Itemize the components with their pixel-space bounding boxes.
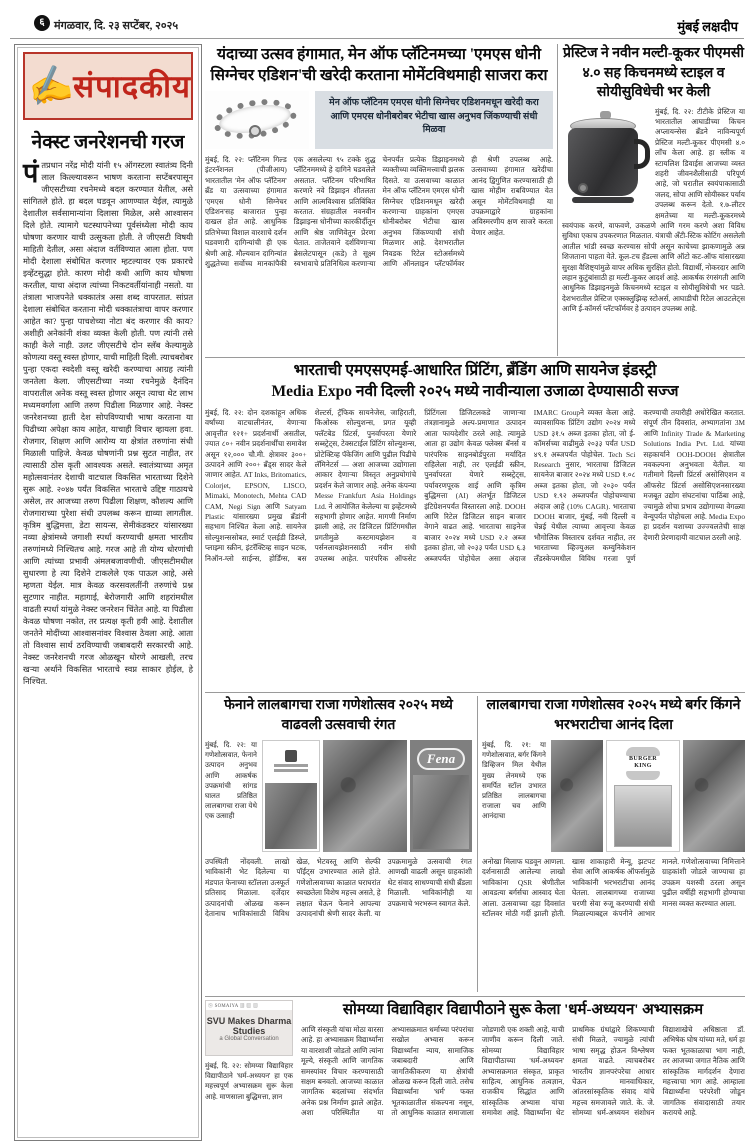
header-divider — [10, 38, 744, 39]
article-prestige-cooker — [562, 44, 745, 356]
edition-date: मंगळवार, दि. २३ सप्टेंबर, २०२५ — [54, 20, 179, 32]
fena-body: उपस्थिती नोंदवली. लाखो भाविकांनी भेट दिलेल्या या मंडपात फेनाच्या स्टॉलला उत्स्फूर्त प्रतिसाद मिळाला. दर्जेदार उत्पादनांची ओळख करून देतानाच भाविकांसाठी विविध खेळ, भेटवस्तू आणि सेल्फी पॉईंट्स उभारण्यात आले होते. गणेशोत्सवाच्या काळात घराघरांत स्वच्छतेला विशेष महत्त्व असते, हे लक्षात घेऊन फेनाने आपल्या उत्पादनांची श्रेणी सादर केली. या उपक्रमामुळे उत्सवाची रंगत आणखी वाढली असून ग्राहकांशी थेट संवाद साधण्याची संधी ब्रँडला मिळाली. भाविकांनीही या उपक्रमाचे भरभरून स्वागत केले. — [205, 857, 472, 919]
burger-king-body: अनोखा मिलाफ घडवून आणला. दर्शनासाठी आलेल्या लाखो भाविकांना QSR श्रेणीतील आवडत्या बर्गर्सचा आस्वाद घेता आला. उत्सवाच्या दहा दिवसांत स्टॉलवर मोठी गर्दी झाली होती. खास शाकाहारी मेन्यू, झटपट सेवा आणि आकर्षक ऑफर्समुळे भाविकांनी भरभराटीचा आनंद घेतला. लालबागच्या राजाच्या चरणी सेवा रुजू करण्याची संधी मिळाल्याबद्दल कंपनीने आभार मानले. गणेशोत्सवाच्या निमित्ताने ग्राहकांशी जोडले जाण्याचा हा उपक्रम यशस्वी ठरला असून पुढील वर्षीही सहभागी होण्याचा मानस व्यक्त करण्यात आला. — [482, 857, 745, 919]
article-burger-king — [482, 696, 745, 994]
editorial-column — [14, 44, 202, 1141]
fena-brand-panel — [410, 740, 472, 852]
fena-stall-photo — [413, 775, 469, 849]
somaiya-body: आणि संस्कृती यांचा मोठा वारसा आहे. हा अभ्यासक्रम विद्यार्थ्यांना या वारशाशी जोडतो आणि त्यांना मूल्ये, संस्कृती आणि जागतिक समस्यांवर विचार करण्यासाठी सक्षम बनवतो. आजच्या काळात जागतिक बदलांच्या संदर्भात अनेक प्रश्न निर्माण झाले आहेत. अशा परिस्थितीत या अभ्यासक्रमात धर्माच्या परंपरांचा सखोल अभ्यास करून विद्यार्थ्यांना न्याय, सामाजिक जबाबदारी आणि जागतिकीकरण या क्षेत्रांची ओळख करून दिली जाते. तसेच विद्यार्थ्यांना 'धर्म' फक्त भूतकाळातील संकल्पना नसून, तो आधुनिक काळात समाजाला जोडणारी एक शक्ती आहे, याची जाणीव करून दिली जाते. सोमय्या विद्याविहार विद्यापीठाच्या 'धर्म-अध्ययन' अभ्यासक्रमात संस्कृत, प्राकृत साहित्य, आधुनिक तत्वज्ञान, राजकीय सिद्धांत आणि सांस्कृतिक अभ्यास यांचा समावेश आहे. विद्यार्थ्यांना थेट प्राथमिक ग्रंथांद्वारे शिकण्याची संधी मिळते, ज्यामुळे त्यांची भाषा समृद्ध होऊन विश्लेषण क्षमता वाढते. त्याचबरोबर भारतीय ज्ञानपरंपरेचा आधार घेऊन मानवाधिकार, आंतरसांस्कृतिक संवाद यांचे महत्त्व समजावले जाते. के. जे. सोमय्या धर्म-अध्ययन संशोधन विद्याशाखेचे अधिष्ठाता डॉ. अभिषेक घोष यांच्या मते, धर्म हा फक्त भूतकाळाचा भाग नाही, तर आजच्या जगात नैतिक आणि सांस्कृतिक मार्गदर्शन देणारा महत्त्वाचा भाग आहे. आम्हाला विद्यार्थ्यांना परंपरेशी जोडून जागतिक संवादासाठी तयार करायचे आहे. — [301, 1025, 745, 1118]
article-media-expo — [205, 360, 745, 690]
burger-bun-top-icon — [626, 747, 660, 756]
page-number-badge: ६ — [34, 15, 50, 31]
article-somaiya-dharma — [205, 1000, 745, 1146]
prestige-body — [562, 107, 745, 347]
dhoni-body: मुंबई, दि. २२: प्लॅटिनम गिल्ड इंटरनॅशनल (पीजीआय) भारतातील 'मेन ऑफ प्लॅटिनम' ब्रँड या उत्सवाच्या हंगामात 'एमएस धोनी सिग्नेचर एडिशन'सह बाजारात पुन्हा दाखल होत आहे. आधुनिक प्रतिभेच्या विशाल वारशाचे दर्शन घडवणारी दागिन्यांची ही एक श्रेणी आहे. मौल्यवान दागिन्यांत शुद्धतेच्या सर्वोच्च मानकांपैकी एक असलेल्या ९५ टक्के शुद्ध प्लॅटिनममध्ये हे दागिने घडवलेले असतात. प्लॅटिनम परिभाषित करणारे नवे डिझाइन शीतलता आणि आत्मविश्वास प्रतिबिंबित करतात. संग्रहातील नवनवीन डिझाइन्स धोनीच्या कारकीर्दीतून आणि श्रेष्ठ जाणिवेतून प्रेरणा घेतात. ताजेतवाने दर्शविणाऱ्या ब्रेसलेटपासून (कडे) ते सूक्ष्म स्वभावाचे प्रतिनिधित्व करणाऱ्या चेनपर्यंत प्रत्येक डिझाइनमध्ये व्यक्तीच्या व्यक्तिमत्त्वाची झलक दिसते. या उत्सवाच्या काळात मेन ऑफ प्लॅटिनम एमएस धोनी सिग्नेचर एडिशनमधून खरेदी करणाऱ्या ग्राहकांना एमएस धोनीबरोबर भेटीचा खास अनुभव जिंकण्याची संधी मिळणार आहे. देशभरातील निवडक रिटेल स्टोअर्समध्ये आणि ऑनलाइन प्लॅटफॉर्मवर ही श्रेणी उपलब्ध आहे. उत्सवाच्या हंगामात खरेदीचा आनंद द्विगुणित करण्यासाठी ही खास मोहीम राबविण्यात येत असून मोमेंटविथमाही या उपक्रमाद्वारे ग्राहकांना अविस्मरणीय क्षण साजरे करता येणार आहेत. — [205, 155, 553, 269]
bk-logo-word2: KING — [634, 763, 652, 769]
editorial-headline: नेक्स्ट जनरेशनची गरज — [31, 132, 185, 153]
bk-framed-poster — [614, 785, 672, 847]
cooker-handle-shape — [634, 139, 650, 169]
svu-announcement-image — [205, 1000, 293, 1056]
fena-sponsor-logo-panel — [262, 740, 320, 852]
somaiya-logo-strip: Ⓢ SOMAIYA ▥ ▥ ▥ — [206, 1001, 292, 1010]
bracelet-clasp-shape — [249, 125, 261, 137]
editorial-dropcap: पं — [23, 158, 39, 188]
section-divider-2 — [205, 692, 745, 693]
somaiya-headline: सोमय्या विद्याविहार विद्यापीठाने सुरू केला 'धर्म-अध्ययन' अभ्यासक्रम — [342, 1002, 704, 1018]
sponsor-logo-icon — [263, 741, 319, 781]
prestige-body-text: मुंबई, दि. २२: टीटीके प्रेस्टिज या भारतातील आघाडीच्या किचन अप्लायन्सेस ब्रँडने नाविन्यपूर्ण प्रेस्टिज मल्टी-कूकर पीएमसी ४.० लाँच केला आहे. हा स्लीक व स्टायलिश डिवाईस आजच्या व्यस्त शहरी जीवनशैलीसाठी परिपूर्ण आहे, जो घरातील स्वयंपाकासाठी जलद, सोपा आणि सोयीस्कर पर्याय उपलब्ध करून देतो. १.७-लीटर क्षमतेच्या या मल्टी-कूकरमध्ये स्वयंपाक करणे, वाफवणे, उकळणे आणि गरम करणे अशा विविध सुविधा एकाच उपकरणात मिळतात. यंत्राची अँटी-स्टिक कोटिंग असलेली आतील भांडी स्वच्छ करण्यास सोपी असून काचेच्या झाकणामुळे अन्न शिजताना पाहता येते. कूल-टच हँडल्स आणि ऑटो कट-ऑफ यांसारख्या सुरक्षा वैशिष्ट्यांमुळे वापर अधिक सुरक्षित होतो. विद्यार्थी, नोकरदार आणि लहान कुटुंबांसाठी हा मल्टी-कूकर आदर्श आहे. आकर्षक रंगसंगती आणि आधुनिक डिझाइनमुळे किचनमध्ये स्टाइल व सोयीसुविधेची भर पडते. देशभरातील प्रेस्टिज एक्स्क्लुझिव्ह स्टोअर्स, आघाडीची रिटेल आउटलेट्स आणि ई-कॉमर्स प्लॅटफॉर्मवर हे उत्पादन उपलब्ध आहे. — [562, 106, 745, 314]
fena-lead-column: मुंबई, दि. २२: या गणेशोत्सवात, फेनाने उत्पादन अनुभव आणि आकर्षक उपक्रमांची सांगड घालत प्रतिष्ठित लालबागचा राजा येथे एक उत्साही — [205, 741, 257, 821]
fena-logo: Fena — [417, 748, 465, 770]
column-divider-bottom — [477, 696, 478, 992]
editorial-masthead-title: संपादकीय — [73, 69, 191, 104]
media-expo-body: मुंबई, दि. २२: दोन दशकांहून अधिक वर्षांच्या वाटचालीनंतर, येणाऱ्या आवृत्तीत १२१+ प्रदर्शनार्थी असतील, ज्यात ८०+ नवीन प्रदर्शनार्थींचा समावेश असून १२,००० चौ.मी. क्षेत्रावर ३००+ उत्पादने आणि २००+ ब्रँड्स सादर केले जाणार आहेत. AT Inks, Britomatics, Colorjet, EPSON, LISCO, Mimaki, Monotech, Mehta CAD CAM, Negi Sign आणि Satyam Plastic यांसारख्या प्रमुख ब्रँडांनी सहभाग निश्चित केला आहे. सायनेज सोल्युशन्ससोबत, स्मार्ट एलईडी डिस्प्ले, प्लाझ्मा स्क्रीन, इंटरॅक्टिव्ह साइन घटक, निऑन-ग्लो साईन्स, होर्डिंग्स, बस शेल्टर्स, ट्रॅफिक सायनेजेस, जाहिराती, किओस्क सोल्युशन्स, प्रगत यूव्ही फ्लॅटबेड प्रिंटर्स, पुनर्वापरता येणारे सब्स्ट्रेट्स, टेक्सटाईल प्रिंटिंग सोल्युशन्स, प्रोटेक्टिव्ह पॅकेजिंग आणि पुढील पिढीचे लॅमिनेटर्स — अशा आजच्या उद्योगाला आकार देणाऱ्या विस्तृत अनुप्रयोगांचे प्रदर्शन केले जाणार आहे. अनेक कंपन्या Messe Frankfurt Asia Holdings Ltd. ने आयोजित केलेल्या या इव्हेंटमध्ये सहभागी होणार आहेत. मागणी निर्माण झाली आहे, तर डिजिटल प्रिंटिंगमधील प्रगतीमुळे कस्टमायझेशन व पर्सनलायझेशनसाठी नवीन संधी उपलब्ध आहेत. पारंपरिक ऑफसेट प्रिंटिंगला डिजिटलकडे जाणाऱ्या तंत्रज्ञानामुळे अल्प-प्रमाणात उत्पादन आता फायदेशीर ठरले आहे. त्यामुळे आता हा उद्योग केवळ फ्लेक्स बॅनर्स व पारंपरिक साइनबोर्डपुरता मर्यादित राहिलेला नाही, तर एलईडी स्क्रीन, पुनर्वापरता येणारे सब्स्ट्रेट्स, पर्यावरणपूरक शाई आणि कृत्रिम बुद्धिमत्ता (AI) अंतर्भूत डिजिटल इंटिग्रेशनपर्यंत विस्तारला आहे. DOOH आणि रिटेल डिजिटल साइन बाजार वेगाने वाढत आहे. भारताचा साइनेज बाजार २०२४ मध्ये USD २.२ अब्ज इतका होता, जो २०३३ पर्यंत USD ६.३ अब्जपर्यंत पोहोचेल असा अंदाज IMARC Groupने व्यक्त केला आहे. व्यावसायिक प्रिंटिंग उद्योग २०२४ मध्ये USD ३१.५ अब्ज इतका होता, जो ई-कॉमर्सच्या वाढीमुळे २०३३ पर्यंत USD ४९.१ अब्जपर्यंत पोहोचेल. Tech Sci Research नुसार, भारताचा डिजिटल सायनेज बाजार २०२४ मध्ये USD १.०८ अब्ज इतका होता, जो २०३० पर्यंत USD १.९२ अब्जपर्यंत पोहोचण्याचा अंदाज आहे (10% CAGR). भारताचा DOOH बाजार, मुंबई, नवी दिल्ली व चेन्नई येथील त्याच्या आवृत्त्या केवळ भौगोलिक विस्तारच दर्शवत नाहीत, तर भारताच्या व्हिज्युअल कम्युनिकेशन लँडस्केपमधील विविध गरजा पूर्ण करण्याची तयारीही अधोरेखित करतात. संपूर्ण तीन दिवसांत, अभ्यागतांना 3M आणि Infinity Trade & Marketing Solutions India Pvt. Ltd. यांच्या सहकार्याने OOH-DOOH क्षेत्रातील नवकल्पना अनुभवता येतील. या गतीमागे दिल्ली प्रिंटर्स असोसिएशन व ऑफसेट प्रिंटर्स असोसिएशनसारख्या मजबूत उद्योग संघटनांचा पाठिंबा आहे, ज्यामुळे शोचा प्रभाव उद्योगाच्या वेगळ्या वेन्यूपर्यंत पोहोचला आहे. Media Expo हा प्रदर्शन यशाच्या उज्ज्वलतेची साक्ष देणारी प्रेरणादायी वाटचाल ठरली आहे. — [205, 408, 745, 563]
media-expo-headline-line1: भारताची एमएसएमई-आधारित प्रिंटिंग, ब्रँडिंग आणि सायनेज इंडस्ट्री — [293, 362, 657, 379]
dhoni-offer-box: मेन ऑफ प्लॅटिनम एमएस धोनी सिग्नेचर एडिशनमधून खरेदी करा आणि एमएस धोनीबरोबर भेटीचा खास अनुभव जिंकण्याची संधी मिळवा — [315, 91, 553, 149]
article-dhoni-platinum — [205, 44, 553, 356]
burger-king-headline: लालबागचा राजा गणेशोत्सव २०२५ मध्ये बर्गर किंगने भरभराटीचा आनंद दिला — [486, 698, 741, 733]
dhoni-headline: यंदाच्या उत्सव हंगामात, मेन ऑफ प्लॅटिनमच्या 'एमएस धोनी सिग्नेचर एडिशन'ची खरेदी करताना मोमेंटविथमाही साजरा करा — [210, 46, 548, 84]
section-divider-3 — [205, 996, 745, 997]
somaiya-lead-column: मुंबई, दि. २२: सोमय्या विद्याविहार विद्यापीठाने 'धर्म-अध्ययन' हा एक महत्त्वपूर्ण अभ्यासक्रम सुरू केला आहे. माणसाला बुद्धिमत्ता, ज्ञान — [205, 1062, 293, 1101]
fena-photo-collage — [262, 740, 472, 852]
fena-crowd-photo — [265, 783, 317, 849]
editorial-masthead — [23, 52, 193, 120]
fena-headline: फेनाने लालबागचा राजा गणेशोत्सव २०२५ मध्ये वाढवली उत्सवाची रंगत — [224, 698, 453, 733]
column-divider-top — [557, 44, 558, 356]
burger-king-photo-collage — [551, 740, 745, 852]
bk-logo-panel — [606, 740, 680, 852]
newspaper-brand: मुंबई लक्षदीप — [677, 19, 738, 34]
cooker-base-shape — [572, 197, 634, 203]
svu-image-subtitle: a Global Conversation — [219, 1036, 279, 1042]
bk-logo-word1: BURGER — [628, 756, 658, 762]
bk-stall-photo — [551, 740, 603, 852]
media-expo-headline-line2: Media Expo नवी दिल्ली २०२५ मध्ये नावीन्याला उजाळा देण्यासाठी सज्ज — [271, 383, 679, 400]
writing-hand-icon: ✍ — [23, 61, 77, 111]
multi-cooker-image — [562, 109, 650, 211]
burger-king-lead-column: मुंबई, दि. २१: या गणेशोत्सवात, बर्गर किंगने डिव्हिजन मिल येथील मुख्य लेनमध्ये एक समर्पित स्टॉल उभारत प्रतिष्ठित लालबागचा राजाला चव आणि आनंदाचा — [482, 741, 546, 821]
section-divider-1 — [205, 357, 745, 358]
bk-devotees-photo — [683, 740, 745, 852]
platinum-bracelet-image — [205, 91, 309, 149]
article-fena-ganeshotsav — [205, 696, 472, 994]
svu-image-title: SVU Makes Dharma Studies — [206, 1016, 292, 1036]
editorial-body — [23, 160, 193, 688]
burger-bun-bottom-icon — [626, 771, 660, 780]
cooker-dial-shape — [578, 183, 588, 193]
fena-group-photo — [323, 740, 407, 852]
prestige-headline: प्रेस्टिज ने नवीन मल्टी-कूकर पीएमसी ४.० सह किचनमध्ये स्टाइल व सोयीसुविधेची भर केली — [562, 46, 745, 100]
editorial-body-text: तप्रधान नरेंद्र मोदी यांनी १५ ऑगस्टला स्वातंत्र्य दिनी लाल किल्ल्यावरून भाषण करताना सप्टेंबरपासून जीएसटीच्या रचनेमध्ये बदल करण्यात येतील, असे सांगितले होते. हा बदल घडवून आणण्यात येईल, त्यामुळे देशातील सर्वसामान्यांना दिलासा मिळेल, असे आश्वासन दिले होते. त्यामागे घटस्थापनेच्या पूर्वसंध्येला मोदी काय घोषणा करणार याची उत्सुकता होती. ते जीएसटी विषयी माहिती देतील, असा अंदाज वर्तविण्यात आला होता. पण मोदी देशाला संबोधित करणार म्हटल्यावर एक प्रकारचे इव्हेंटसुद्धा होते. कारण मोदी कधी आणि काय घोषणा करतील, याचा अंदाज त्यांच्या निकटवर्तीयांनाही नसतो. या तंत्राला भाजपनेते धक्कातंत्र असा शब्द वापरतात. सांप्रत देशाला संबोधित करताना मोदी धक्कातंत्राचा वापर करणार आहेत का? पुन्हा पाचशेच्या नोटा बंद करणार की काय? अशीही अनेकांनी शंका व्यक्त केली होती. पण त्यांनी तसे काही केले नाही. उलट जीएसटीचे दोन स्लॅब केल्यामुळे कोणत्या वस्तू स्वस्त होणार, याची माहिती दिली. त्याचबरोबर पुन्हा एकदा स्वदेशी वस्तू खरेदी करण्याचा आग्रह त्यांनी जनतेला केला. जीएसटीच्या नव्या रचनेमुळे दैनंदिन वापरातील अनेक वस्तू स्वस्त होणार असून त्याचा थेट लाभ मध्यमवर्गाला आणि तरुण पिढीला मिळणार आहे. नेक्स्ट जनरेशनच्या हाती देश सोपविण्याची भाषा करताना या पिढीच्या अपेक्षा काय आहेत, याचाही विचार व्हायला हवा. रोजगार, शिक्षण आणि आरोग्य या क्षेत्रांत तरुणांना संधी मिळाली पाहिजे. केवळ घोषणांनी प्रश्न सुटत नाहीत, तर त्यासाठी ठोस कृती आवश्यक असते. स्वातंत्र्याच्या अमृत महोत्सवानंतर देशाची वाटचाल विकसित भारताच्या दिशेने सुरू आहे. २०४७ पर्यंत विकसित भारताचे उद्दिष्ट गाठायचे असेल, तर आजच्या तरुण पिढीला शिक्षण, कौशल्य आणि रोजगाराच्या पुरेशा संधी उपलब्ध करून द्याव्या लागतील. कृत्रिम बुद्धिमत्ता, डेटा सायन्स, सेमीकंडक्टर यांसारख्या नव्या क्षेत्रांमध्ये जगाशी स्पर्धा करण्याची क्षमता भारतीय तरुणांमध्ये निश्चितच आहे. गरज आहे ती योग्य धोरणांची आणि त्यांच्या प्रभावी अंमलबजावणीची. जीएसटीमधील सुधारणा हे त्या दिशेने टाकलेले एक पाऊल आहे, असे म्हणता येईल. मात्र केवळ करसवलतींनी तरुणांचे प्रश्न सुटणार नाहीत. महागाई, बेरोजगारी आणि शहरांमधील वाढती स्पर्धा यांमुळे नेक्स्ट जनरेशन चिंतेत आहे. या पिढीला केवळ घोषणा नकोत, तर प्रत्यक्ष कृती हवी आहे. देशातील जनतेने मोदींच्या आश्वासनांवर विश्वास ठेवला आहे. आता तो विश्वास सार्थ ठरविण्याची जबाबदारी सरकारची आहे. नेक्स्ट जनरेशनची गरज ओळखून धोरणे आखली, तरच खऱ्या अर्थाने विकसित भारताचे स्वप्न साकार होईल, हे निश्चित. — [23, 161, 193, 686]
